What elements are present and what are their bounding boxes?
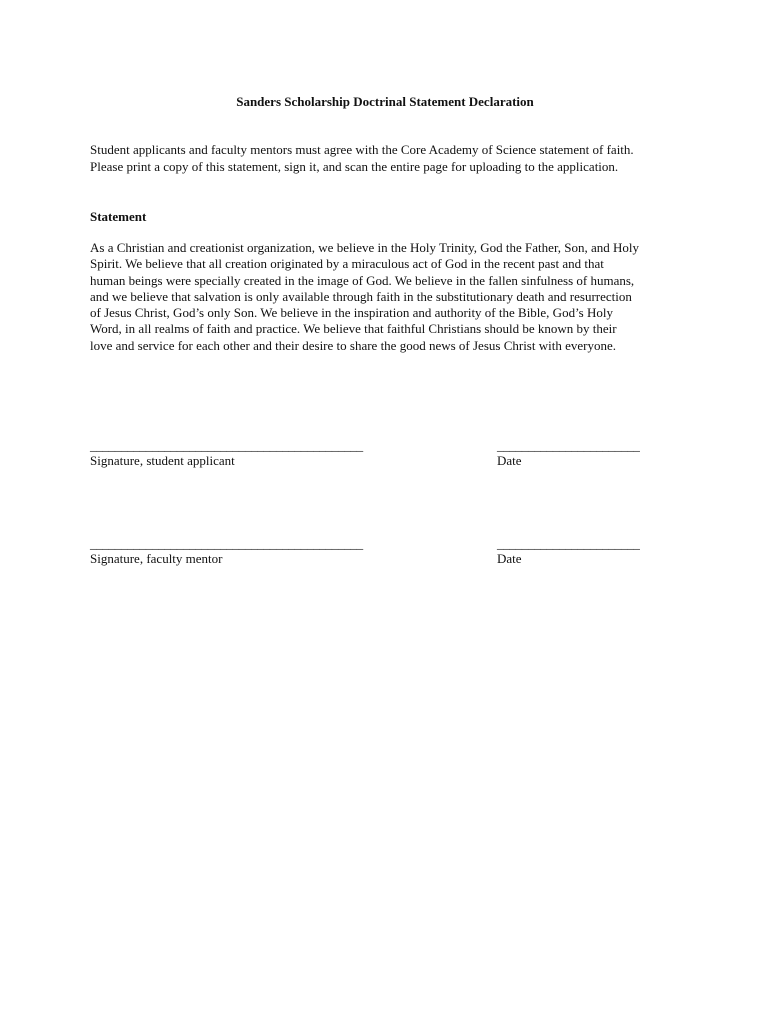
statement-line: Spirit. We believe that all creation originated by a miraculous act of God in the recent past and that	[90, 256, 604, 272]
statement-line: Word, in all realms of faith and practice. We believe that faithful Christians should be known by their	[90, 321, 617, 337]
student-signature-line: ____________________________________________	[90, 438, 363, 453]
document-title: Sanders Scholarship Doctrinal Statement Declaration	[236, 94, 534, 109]
intro-paragraph	[90, 142, 690, 175]
statement-line: As a Christian and creationist organization, we believe in the Holy Trinity, God the Father, Son, and Holy	[90, 240, 640, 255]
mentor-date-label: Date	[497, 551, 522, 566]
intro-line: Please print a copy of this statement, sign it, and scan the entire page for uploading to the application.	[90, 158, 619, 174]
mentor-signature-label: Signature, faculty mentor	[90, 551, 223, 566]
student-date-line: _______________________	[497, 438, 640, 453]
statement-line: human beings were specially created in the image of God. We believe in the fallen sinfulness of humans,	[90, 272, 635, 288]
statement-line: and we believe that salvation is only available through faith in the substitutionary death and resurrection	[90, 288, 632, 304]
student-signature-label: Signature, student applicant	[90, 453, 235, 468]
statement-paragraph	[90, 240, 700, 354]
statement-line: love and service for each other and their desire to share the good news of Jesus Christ with everyone.	[90, 337, 616, 353]
mentor-date-line: _______________________	[497, 536, 640, 551]
mentor-signature-line: ____________________________________________	[90, 536, 363, 551]
student-date-label: Date	[497, 453, 522, 468]
intro-line: Student applicants and faculty mentors must agree with the Core Academy of Science statement of faith.	[90, 142, 634, 157]
statement-heading: Statement	[90, 209, 147, 224]
statement-line: of Jesus Christ, God’s only Son. We believe in the inspiration and authority of the Bible, God’s Holy	[90, 305, 613, 321]
